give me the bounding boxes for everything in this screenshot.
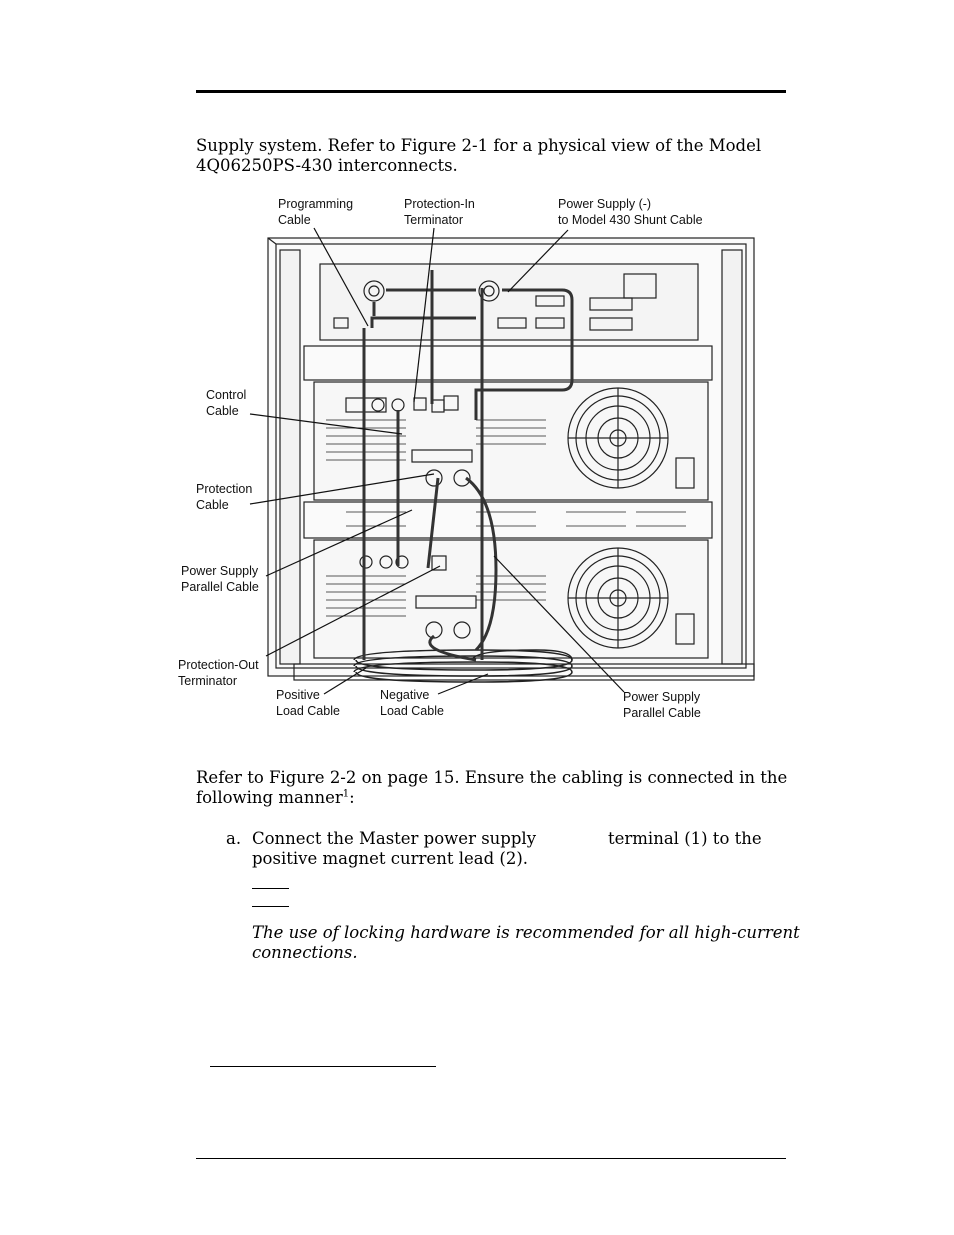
para-line-1: Refer to Figure 2-2 on page 15. Ensure the cabling is connected in the (196, 768, 788, 787)
para-line-2-end: : (349, 788, 355, 807)
step-a-line-1-part-2: terminal (1) to the (608, 829, 762, 848)
label-positive-load-1: Positive (276, 688, 320, 702)
model-430-chassis (320, 264, 698, 340)
label-ps-shunt-2: to Model 430 Shunt Cable (558, 213, 703, 227)
note-rule-bottom (252, 906, 289, 907)
label-programming-cable-2: Cable (278, 213, 311, 227)
footer-rule (196, 1158, 786, 1159)
label-control-cable-1: Control (206, 388, 247, 402)
label-protection-cable-2: Cable (196, 498, 229, 512)
label-ps-parallel-right-1: Power Supply (623, 690, 701, 704)
label-protection-out-1: Protection-Out (178, 658, 259, 672)
rack-interconnect-figure (176, 190, 766, 725)
label-ps-shunt-1: Power Supply (-) (558, 197, 652, 211)
step-a-line-2: positive magnet current lead (2). (252, 849, 529, 868)
label-control-cable-2: Cable (206, 404, 239, 418)
label-negative-load-2: Load Cable (380, 704, 444, 718)
para-line-2-text: following manner (196, 788, 343, 807)
label-protection-cable-1: Protection (196, 482, 253, 496)
label-ps-parallel-right-2: Parallel Cable (623, 706, 701, 720)
intro-line-2: 4Q06250PS-430 interconnects. (196, 156, 458, 175)
label-protection-in-2: Terminator (404, 213, 464, 227)
label-programming-cable-1: Programming (278, 197, 354, 211)
power-supply-2 (314, 540, 708, 658)
intro-line-1: Supply system. Refer to Figure 2-1 for a physical view of the Model (196, 136, 762, 155)
label-ps-parallel-left-2: Parallel Cable (181, 580, 259, 594)
label-negative-load-1: Negative (380, 688, 430, 702)
power-supply-1 (314, 382, 708, 500)
header-rule (196, 90, 786, 93)
label-positive-load-2: Load Cable (276, 704, 340, 718)
rack-rear-view-drawing (176, 190, 766, 725)
label-ps-parallel-left-1: Power Supply (181, 564, 259, 578)
para-line-2 (196, 788, 355, 808)
note-line-1: The use of locking hardware is recommended for all high-current (252, 923, 800, 942)
note-line-2: connections. (252, 943, 358, 962)
footnote-separator (210, 1066, 436, 1067)
footnote-ref: 1 (342, 788, 350, 800)
step-a-marker: a. (226, 829, 242, 848)
label-protection-out-2: Terminator (178, 674, 238, 688)
label-protection-in-1: Protection-In (404, 197, 475, 211)
step-a-line-1-part-1: Connect the Master power supply (252, 829, 537, 848)
note-rule-top (252, 888, 289, 889)
